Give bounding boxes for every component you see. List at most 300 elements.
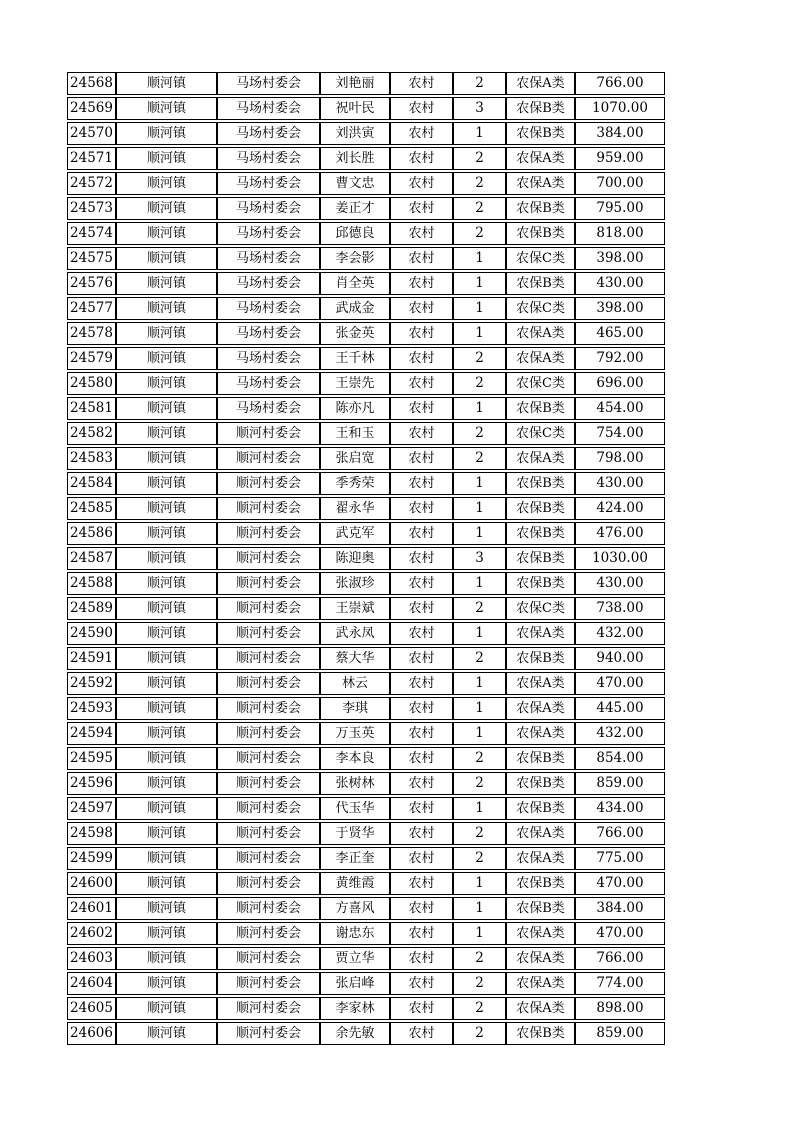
cell-residence-type: 农村 — [390, 372, 453, 395]
table-row — [67, 97, 665, 120]
cell-insurance-category: 农保B类 — [506, 772, 575, 795]
cell-village-committee: 顺河村委会 — [217, 822, 320, 845]
cell-insurance-category: 农保A类 — [506, 172, 575, 195]
cell-village-committee: 顺河村委会 — [217, 922, 320, 945]
cell-person-name: 李会影 — [320, 247, 390, 270]
cell-person-count: 3 — [453, 97, 506, 120]
cell-person-name: 黄维霞 — [320, 872, 390, 895]
cell-record-id: 24590 — [67, 622, 116, 645]
cell-insurance-category: 农保C类 — [506, 422, 575, 445]
table-row — [67, 297, 665, 320]
cell-town: 顺河镇 — [116, 422, 217, 445]
cell-town: 顺河镇 — [116, 472, 217, 495]
cell-record-id: 24573 — [67, 197, 116, 220]
cell-insurance-category: 农保A类 — [506, 622, 575, 645]
cell-village-committee: 顺河村委会 — [217, 722, 320, 745]
cell-person-count: 1 — [453, 397, 506, 420]
cell-person-name: 刘长胜 — [320, 147, 390, 170]
cell-record-id: 24606 — [67, 1022, 116, 1045]
table-row — [67, 972, 665, 995]
cell-amount: 792.00 — [575, 347, 665, 370]
table-row — [67, 272, 665, 295]
cell-town: 顺河镇 — [116, 172, 217, 195]
cell-insurance-category: 农保C类 — [506, 372, 575, 395]
cell-person-name: 方喜风 — [320, 897, 390, 920]
cell-amount: 898.00 — [575, 997, 665, 1020]
cell-amount: 700.00 — [575, 172, 665, 195]
cell-insurance-category: 农保A类 — [506, 922, 575, 945]
cell-residence-type: 农村 — [390, 272, 453, 295]
cell-person-name: 武克军 — [320, 522, 390, 545]
cell-residence-type: 农村 — [390, 222, 453, 245]
table-row — [67, 622, 665, 645]
cell-town: 顺河镇 — [116, 647, 217, 670]
table-row — [67, 597, 665, 620]
cell-town: 顺河镇 — [116, 897, 217, 920]
cell-person-count: 1 — [453, 247, 506, 270]
table-row — [67, 172, 665, 195]
table-row — [67, 472, 665, 495]
cell-record-id: 24578 — [67, 322, 116, 345]
cell-person-count: 1 — [453, 922, 506, 945]
cell-record-id: 24595 — [67, 747, 116, 770]
cell-residence-type: 农村 — [390, 422, 453, 445]
cell-insurance-category: 农保A类 — [506, 322, 575, 345]
cell-person-count: 1 — [453, 297, 506, 320]
table-body — [67, 72, 665, 1045]
cell-town: 顺河镇 — [116, 97, 217, 120]
table-row — [67, 572, 665, 595]
cell-residence-type: 农村 — [390, 247, 453, 270]
cell-insurance-category: 农保C类 — [506, 597, 575, 620]
table-row — [67, 747, 665, 770]
cell-residence-type: 农村 — [390, 397, 453, 420]
cell-insurance-category: 农保A类 — [506, 822, 575, 845]
cell-residence-type: 农村 — [390, 572, 453, 595]
cell-person-count: 2 — [453, 647, 506, 670]
cell-town: 顺河镇 — [116, 1022, 217, 1045]
cell-amount: 470.00 — [575, 922, 665, 945]
cell-residence-type: 农村 — [390, 947, 453, 970]
cell-residence-type: 农村 — [390, 872, 453, 895]
cell-person-count: 1 — [453, 697, 506, 720]
table-row — [67, 722, 665, 745]
cell-person-count: 1 — [453, 672, 506, 695]
cell-person-name: 季秀荣 — [320, 472, 390, 495]
cell-village-committee: 顺河村委会 — [217, 947, 320, 970]
cell-insurance-category: 农保B类 — [506, 272, 575, 295]
cell-residence-type: 农村 — [390, 822, 453, 845]
cell-residence-type: 农村 — [390, 122, 453, 145]
cell-town: 顺河镇 — [116, 397, 217, 420]
cell-record-id: 24593 — [67, 697, 116, 720]
cell-person-count: 2 — [453, 197, 506, 220]
cell-person-count: 1 — [453, 522, 506, 545]
cell-amount: 754.00 — [575, 422, 665, 445]
cell-record-id: 24586 — [67, 522, 116, 545]
cell-town: 顺河镇 — [116, 697, 217, 720]
cell-record-id: 24600 — [67, 872, 116, 895]
cell-residence-type: 农村 — [390, 672, 453, 695]
cell-insurance-category: 农保C类 — [506, 297, 575, 320]
cell-town: 顺河镇 — [116, 597, 217, 620]
cell-town: 顺河镇 — [116, 197, 217, 220]
table-row — [67, 147, 665, 170]
cell-record-id: 24571 — [67, 147, 116, 170]
cell-insurance-category: 农保A类 — [506, 722, 575, 745]
cell-amount: 775.00 — [575, 847, 665, 870]
cell-person-count: 2 — [453, 947, 506, 970]
cell-record-id: 24588 — [67, 572, 116, 595]
cell-village-committee: 顺河村委会 — [217, 847, 320, 870]
cell-insurance-category: 农保B类 — [506, 747, 575, 770]
cell-village-committee: 顺河村委会 — [217, 447, 320, 470]
cell-person-name: 张启宽 — [320, 447, 390, 470]
cell-person-name: 万玉英 — [320, 722, 390, 745]
cell-insurance-category: 农保A类 — [506, 997, 575, 1020]
cell-residence-type: 农村 — [390, 922, 453, 945]
cell-person-name: 林云 — [320, 672, 390, 695]
cell-person-count: 2 — [453, 597, 506, 620]
cell-amount: 434.00 — [575, 797, 665, 820]
cell-village-committee: 顺河村委会 — [217, 472, 320, 495]
cell-insurance-category: 农保B类 — [506, 522, 575, 545]
cell-record-id: 24598 — [67, 822, 116, 845]
cell-record-id: 24604 — [67, 972, 116, 995]
cell-person-name: 谢忠东 — [320, 922, 390, 945]
cell-town: 顺河镇 — [116, 972, 217, 995]
cell-person-name: 张淑珍 — [320, 572, 390, 595]
cell-amount: 465.00 — [575, 322, 665, 345]
cell-village-committee: 马场村委会 — [217, 372, 320, 395]
cell-person-count: 2 — [453, 72, 506, 95]
cell-amount: 430.00 — [575, 572, 665, 595]
cell-person-name: 肖全英 — [320, 272, 390, 295]
cell-amount: 738.00 — [575, 597, 665, 620]
cell-residence-type: 农村 — [390, 72, 453, 95]
table-row — [67, 872, 665, 895]
cell-person-name: 李家林 — [320, 997, 390, 1020]
cell-town: 顺河镇 — [116, 822, 217, 845]
cell-amount: 696.00 — [575, 372, 665, 395]
table-row — [67, 372, 665, 395]
cell-person-name: 邱德良 — [320, 222, 390, 245]
cell-town: 顺河镇 — [116, 147, 217, 170]
cell-village-committee: 顺河村委会 — [217, 547, 320, 570]
cell-town: 顺河镇 — [116, 372, 217, 395]
table-row — [67, 997, 665, 1020]
cell-record-id: 24591 — [67, 647, 116, 670]
cell-person-name: 代玉华 — [320, 797, 390, 820]
cell-amount: 766.00 — [575, 947, 665, 970]
table-row — [67, 797, 665, 820]
cell-record-id: 24602 — [67, 922, 116, 945]
cell-village-committee: 顺河村委会 — [217, 872, 320, 895]
table-row — [67, 247, 665, 270]
cell-village-committee: 顺河村委会 — [217, 622, 320, 645]
cell-town: 顺河镇 — [116, 997, 217, 1020]
cell-village-committee: 马场村委会 — [217, 147, 320, 170]
cell-insurance-category: 农保A类 — [506, 72, 575, 95]
cell-record-id: 24581 — [67, 397, 116, 420]
table-row — [67, 1022, 665, 1045]
cell-person-count: 2 — [453, 372, 506, 395]
cell-village-committee: 顺河村委会 — [217, 647, 320, 670]
table-row — [67, 72, 665, 95]
cell-village-committee: 马场村委会 — [217, 397, 320, 420]
cell-insurance-category: 农保A类 — [506, 847, 575, 870]
cell-record-id: 24596 — [67, 772, 116, 795]
cell-village-committee: 顺河村委会 — [217, 747, 320, 770]
cell-amount: 432.00 — [575, 622, 665, 645]
cell-amount: 398.00 — [575, 297, 665, 320]
cell-town: 顺河镇 — [116, 622, 217, 645]
cell-village-committee: 马场村委会 — [217, 172, 320, 195]
cell-person-name: 于贤华 — [320, 822, 390, 845]
table-row — [67, 522, 665, 545]
cell-village-committee: 顺河村委会 — [217, 897, 320, 920]
cell-record-id: 24569 — [67, 97, 116, 120]
cell-person-count: 1 — [453, 272, 506, 295]
cell-insurance-category: 农保B类 — [506, 647, 575, 670]
cell-village-committee: 顺河村委会 — [217, 672, 320, 695]
cell-residence-type: 农村 — [390, 697, 453, 720]
cell-person-name: 武永凤 — [320, 622, 390, 645]
cell-village-committee: 顺河村委会 — [217, 597, 320, 620]
table-row — [67, 772, 665, 795]
table-row — [67, 547, 665, 570]
cell-insurance-category: 农保B类 — [506, 547, 575, 570]
table-row — [67, 672, 665, 695]
cell-amount: 798.00 — [575, 447, 665, 470]
cell-residence-type: 农村 — [390, 897, 453, 920]
cell-person-count: 2 — [453, 772, 506, 795]
table-row — [67, 922, 665, 945]
cell-village-committee: 马场村委会 — [217, 72, 320, 95]
cell-insurance-category: 农保A类 — [506, 672, 575, 695]
cell-person-name: 王崇斌 — [320, 597, 390, 620]
cell-town: 顺河镇 — [116, 272, 217, 295]
cell-amount: 424.00 — [575, 497, 665, 520]
cell-amount: 859.00 — [575, 1022, 665, 1045]
table-row — [67, 822, 665, 845]
cell-record-id: 24575 — [67, 247, 116, 270]
cell-insurance-category: 农保B类 — [506, 122, 575, 145]
cell-person-name: 曹文忠 — [320, 172, 390, 195]
cell-village-committee: 马场村委会 — [217, 122, 320, 145]
cell-amount: 430.00 — [575, 472, 665, 495]
cell-record-id: 24584 — [67, 472, 116, 495]
cell-insurance-category: 农保B类 — [506, 197, 575, 220]
cell-residence-type: 农村 — [390, 497, 453, 520]
cell-record-id: 24599 — [67, 847, 116, 870]
cell-village-committee: 顺河村委会 — [217, 797, 320, 820]
cell-amount: 854.00 — [575, 747, 665, 770]
cell-insurance-category: 农保B类 — [506, 472, 575, 495]
cell-record-id: 24580 — [67, 372, 116, 395]
cell-person-count: 1 — [453, 122, 506, 145]
cell-person-count: 1 — [453, 622, 506, 645]
cell-person-name: 李本良 — [320, 747, 390, 770]
cell-residence-type: 农村 — [390, 797, 453, 820]
cell-village-committee: 顺河村委会 — [217, 522, 320, 545]
cell-person-name: 张金英 — [320, 322, 390, 345]
table-row — [67, 222, 665, 245]
cell-person-count: 2 — [453, 347, 506, 370]
cell-residence-type: 农村 — [390, 747, 453, 770]
cell-person-name: 王千林 — [320, 347, 390, 370]
cell-insurance-category: 农保B类 — [506, 397, 575, 420]
cell-village-committee: 马场村委会 — [217, 222, 320, 245]
cell-insurance-category: 农保A类 — [506, 447, 575, 470]
cell-person-count: 2 — [453, 1022, 506, 1045]
cell-village-committee: 顺河村委会 — [217, 772, 320, 795]
cell-person-count: 1 — [453, 897, 506, 920]
cell-residence-type: 农村 — [390, 847, 453, 870]
cell-person-count: 2 — [453, 222, 506, 245]
cell-insurance-category: 农保B类 — [506, 797, 575, 820]
cell-amount: 1030.00 — [575, 547, 665, 570]
cell-village-committee: 顺河村委会 — [217, 997, 320, 1020]
cell-amount: 430.00 — [575, 272, 665, 295]
cell-town: 顺河镇 — [116, 922, 217, 945]
cell-residence-type: 农村 — [390, 722, 453, 745]
cell-amount: 766.00 — [575, 822, 665, 845]
cell-insurance-category: 农保B类 — [506, 222, 575, 245]
cell-record-id: 24574 — [67, 222, 116, 245]
cell-person-count: 1 — [453, 572, 506, 595]
cell-town: 顺河镇 — [116, 122, 217, 145]
cell-person-name: 姜正才 — [320, 197, 390, 220]
cell-amount: 476.00 — [575, 522, 665, 545]
cell-town: 顺河镇 — [116, 347, 217, 370]
table-row — [67, 347, 665, 370]
cell-person-name: 王崇先 — [320, 372, 390, 395]
cell-record-id: 24585 — [67, 497, 116, 520]
cell-town: 顺河镇 — [116, 747, 217, 770]
cell-amount: 795.00 — [575, 197, 665, 220]
cell-record-id: 24583 — [67, 447, 116, 470]
cell-person-name: 贾立华 — [320, 947, 390, 970]
cell-residence-type: 农村 — [390, 997, 453, 1020]
cell-village-committee: 顺河村委会 — [217, 497, 320, 520]
cell-town: 顺河镇 — [116, 572, 217, 595]
cell-person-count: 2 — [453, 747, 506, 770]
cell-amount: 432.00 — [575, 722, 665, 745]
cell-town: 顺河镇 — [116, 247, 217, 270]
cell-village-committee: 马场村委会 — [217, 297, 320, 320]
cell-town: 顺河镇 — [116, 947, 217, 970]
table-row — [67, 322, 665, 345]
table-row — [67, 697, 665, 720]
table-row — [67, 447, 665, 470]
cell-town: 顺河镇 — [116, 872, 217, 895]
cell-insurance-category: 农保A类 — [506, 147, 575, 170]
cell-amount: 959.00 — [575, 147, 665, 170]
cell-village-committee: 顺河村委会 — [217, 572, 320, 595]
cell-residence-type: 农村 — [390, 197, 453, 220]
cell-person-name: 翟永华 — [320, 497, 390, 520]
cell-residence-type: 农村 — [390, 297, 453, 320]
cell-person-count: 1 — [453, 472, 506, 495]
table-row — [67, 497, 665, 520]
table-row — [67, 122, 665, 145]
cell-residence-type: 农村 — [390, 97, 453, 120]
cell-insurance-category: 农保B类 — [506, 572, 575, 595]
cell-town: 顺河镇 — [116, 847, 217, 870]
cell-amount: 940.00 — [575, 647, 665, 670]
cell-village-committee: 顺河村委会 — [217, 697, 320, 720]
cell-amount: 454.00 — [575, 397, 665, 420]
cell-residence-type: 农村 — [390, 547, 453, 570]
cell-town: 顺河镇 — [116, 772, 217, 795]
cell-person-name: 王和玉 — [320, 422, 390, 445]
cell-record-id: 24587 — [67, 547, 116, 570]
table-row — [67, 847, 665, 870]
cell-person-name: 张树林 — [320, 772, 390, 795]
cell-town: 顺河镇 — [116, 322, 217, 345]
cell-residence-type: 农村 — [390, 472, 453, 495]
cell-person-count: 2 — [453, 147, 506, 170]
cell-record-id: 24605 — [67, 997, 116, 1020]
cell-village-committee: 马场村委会 — [217, 97, 320, 120]
cell-town: 顺河镇 — [116, 547, 217, 570]
cell-insurance-category: 农保C类 — [506, 247, 575, 270]
cell-town: 顺河镇 — [116, 672, 217, 695]
cell-person-count: 1 — [453, 722, 506, 745]
cell-person-count: 2 — [453, 997, 506, 1020]
cell-amount: 774.00 — [575, 972, 665, 995]
cell-village-committee: 马场村委会 — [217, 347, 320, 370]
cell-person-name: 陈迎奥 — [320, 547, 390, 570]
cell-person-count: 2 — [453, 847, 506, 870]
cell-village-committee: 马场村委会 — [217, 272, 320, 295]
cell-person-count: 2 — [453, 447, 506, 470]
cell-person-name: 余先敏 — [320, 1022, 390, 1045]
cell-residence-type: 农村 — [390, 347, 453, 370]
cell-town: 顺河镇 — [116, 297, 217, 320]
cell-residence-type: 农村 — [390, 622, 453, 645]
cell-amount: 398.00 — [575, 247, 665, 270]
cell-insurance-category: 农保B类 — [506, 497, 575, 520]
cell-record-id: 24597 — [67, 797, 116, 820]
cell-amount: 766.00 — [575, 72, 665, 95]
cell-record-id: 24576 — [67, 272, 116, 295]
cell-village-committee: 马场村委会 — [217, 322, 320, 345]
cell-insurance-category: 农保A类 — [506, 697, 575, 720]
cell-village-committee: 马场村委会 — [217, 197, 320, 220]
cell-insurance-category: 农保A类 — [506, 347, 575, 370]
cell-residence-type: 农村 — [390, 522, 453, 545]
cell-record-id: 24577 — [67, 297, 116, 320]
table-row — [67, 422, 665, 445]
cell-insurance-category: 农保B类 — [506, 897, 575, 920]
cell-town: 顺河镇 — [116, 797, 217, 820]
cell-person-count: 2 — [453, 172, 506, 195]
cell-record-id: 24582 — [67, 422, 116, 445]
cell-amount: 384.00 — [575, 122, 665, 145]
table-row — [67, 197, 665, 220]
cell-insurance-category: 农保B类 — [506, 872, 575, 895]
cell-residence-type: 农村 — [390, 147, 453, 170]
cell-person-name: 祝叶民 — [320, 97, 390, 120]
cell-person-name: 武成金 — [320, 297, 390, 320]
cell-village-committee: 顺河村委会 — [217, 1022, 320, 1045]
cell-residence-type: 农村 — [390, 1022, 453, 1045]
cell-town: 顺河镇 — [116, 522, 217, 545]
cell-residence-type: 农村 — [390, 447, 453, 470]
cell-town: 顺河镇 — [116, 447, 217, 470]
